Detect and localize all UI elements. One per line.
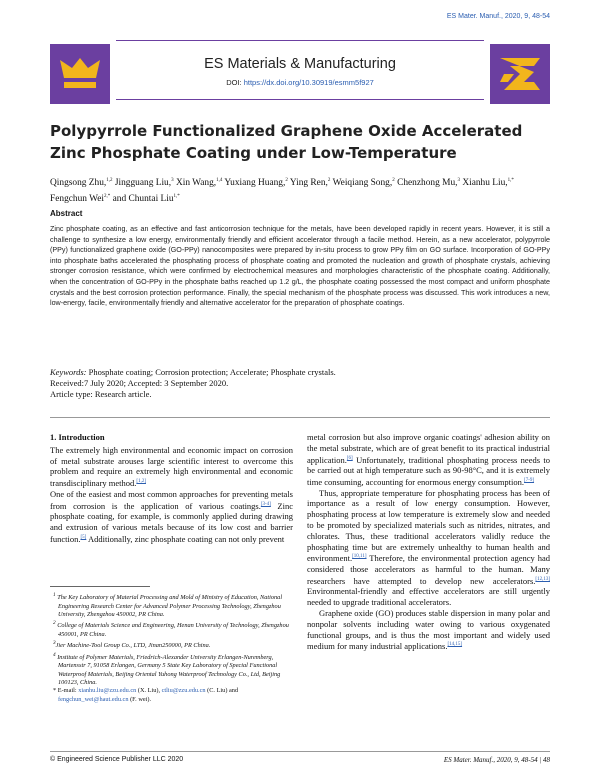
citation-link[interactable]: [14,15] [447,642,463,648]
intro-text: Graphene oxide (GO) produces stable dispersion in many polar and nonpolar solvents including water owing to various oxygenated functional groups, and is thus the most important and widely used medium for many industrial applications. [307,608,550,652]
introduction-heading: 1. Introduction [50,432,105,442]
intro-text: Additionally, zinc phosphate coating can not only prevent [86,533,285,544]
top-citation: ES Mater. Manuf., 2020, 9, 48-54 [446,13,550,20]
intro-paragraph-3 [307,432,550,488]
citation-link[interactable]: [1,2] [136,479,146,485]
author: Yuxiang Huang, [224,178,286,189]
journal-logo-left [50,44,110,104]
author: Ying Ren, [289,178,328,189]
right-column [307,432,550,652]
author: Weiqiang Song, [332,178,393,189]
email-link[interactable]: fengchun_wei@haut.edu.cn [58,695,129,703]
author: Xin Wang, [175,178,217,189]
intro-paragraph-2 [50,489,293,545]
author: Fengchun Wei [50,194,105,205]
article-meta [50,367,550,400]
footnote-mark: 2 [53,620,56,627]
author-affiliation: 2,* [104,194,111,200]
author: Xianhu Liu, [462,178,508,189]
citation-link[interactable]: [12,13] [535,576,550,582]
section-divider [50,417,550,418]
footnote-mark: 1 [53,592,56,598]
affiliation-footnotes [50,591,293,704]
footnote-rule [50,586,150,587]
footer-copyright: © Engineered Science Publisher LLC 2020 [50,756,184,763]
doi-line [116,78,484,87]
author-list [50,174,560,206]
intro-paragraph-5 [307,608,550,652]
author: Jingguang Liu, [114,178,172,189]
author-affiliation: 3 [457,178,460,183]
author-affiliation: 2 [392,178,395,183]
intro-text: Zinc phosphate coating, for example, is commonly applied during drawing and extrusion of various metals because of its low cost and barrier function. [50,500,294,544]
footnote-text: The Key Laboratory of Material Processing and Mold of Ministry of Education, National Engineering Research Center for Advanced Polymer Processing Technology, Zhengzhou University, Zhengzhou 450002, PR China. [55,594,283,618]
journal-logo-right [490,44,550,104]
left-column [50,432,293,544]
intro-text: metal corrosion but also improve organic coatings' adhesion ability on the metal substrate, which are of great benefit to its practical industrial application. [307,432,550,465]
author-affiliation: 2 [285,178,288,183]
footnote-mark: 4 [53,651,56,658]
footer-citation: ES Mater. Manuf., 2020, 9, 48-54 | 48 [443,756,550,764]
doi-label: DOI: [226,78,244,87]
email-label: * E-mail: [53,687,79,695]
author: and Chuntai Liu [112,194,174,205]
intro-text: The extremely high environmental and economic impact on corrosion of metal substrate arouses large scientific interest to overcome this problem and require an extremely high environmental and economic transdisciplinary method. [50,444,293,489]
keywords-line [50,367,550,378]
journal-title-block [116,40,484,100]
article-type: Article type: Research article. [50,389,152,399]
intro-text: Unfortunately, traditional phosphating process needs to be carried out at high temperature such as 90-98°C, and it is extremely time consuming, accounting for enormous energy consumption. [307,454,550,487]
author-affiliation: 1,4 [216,178,223,183]
footnote-3 [50,639,293,651]
email-link[interactable]: xianhu.liu@zzu.edu.cn [78,687,137,695]
journal-name: ES Materials & Manufacturing [204,56,396,72]
footnote-2 [50,619,293,639]
intro-text: One of the easiest and most common approaches for preventing metals from corrosion is the application of various coatings. [50,488,293,511]
keywords: Phosphate coating; Corrosion protection; Accelerate; Phosphate crystals. [86,367,336,377]
email-link[interactable]: ctliu@zzu.edu.cn [161,687,206,695]
abstract-text: Zinc phosphate coating, as an effective and fast anticorrosion technique for the metals, have been developed rapidly in recent years. However, it is still a challenge to synthesize a low energy, environmentally friendly and efficient accelerator through a facile method. Herein, as a new accelerator, polypyrrole (PPy) functionalized graphene oxide (GO-PPy) nanocomposites were prepared by in-situ process to grow PPy film on GO surface. Incorporation of GO-PPy into phosphate baths accelerated the phosphating process of phosphate coating and promoted the nucleation and growth of phosphate crystals, achieving stronger corrosion resistance, which were confirmed by electrochemical measures and morphologies characteristic of the phosphate coating. Additionally, when the concentration of GO-PPy in the phosphate baths reached up 1.2 g/L, the phosphate coating possessed the most compact and uniform phosphate crystals and the best corrosion protection performance. Finally, the special mechanism of the phosphate process was discussed. This work introduces a new, low-energy, facile, environmentally friendly and alternative accelerator for the preparation of phosphate coatings. [50,225,550,308]
email-owner: (C. Liu) and [205,687,239,695]
citation-link[interactable]: [10,11] [352,554,367,560]
intro-text: Therefore, the environmental protection agency had considered those accelerators as harmful to the human. Many researchers have attempted to develop new accelerators. [307,553,550,586]
citation-link[interactable]: [5] [80,534,87,540]
footnote-text: College of Materials Science and Engineering, Henan University of Technology, Zhengzhou 450001, PR China. [55,622,289,638]
citation-link[interactable]: [6] [346,455,353,461]
footnote-4 [50,651,293,688]
intro-paragraph-4 [307,488,550,608]
article-title: Polypyrrole Functionalized Graphene Oxide Accelerated Zinc Phosphate Coating under Low-Temperature [50,122,523,162]
abstract-heading: Abstract [50,209,83,218]
footnote-text: Institute of Polymer Materials, Friedrich-Alexander University Erlangen-Nuremberg, Martensstr 7, 91058 Erlangen, Germany 5 State Key Laboratory of Special Functional Waterproof Materials, Beijing Oriental Yuhong Waterproof Technology Co., Ltd, Beijing 100123, China. [55,653,281,687]
email-footnote [50,687,293,704]
footnote-mark: 3 [53,640,56,647]
author-affiliation: 3 [171,178,174,183]
doi-link[interactable]: https://dx.doi.org/10.30919/esmm5f927 [243,78,374,87]
author: Chenzhong Mu, [397,178,458,189]
keywords-label: Keywords: [50,367,87,377]
footnote-text: Jier Machine-Tool Group Co., LTD, Jinan250000, PR China. [55,642,211,650]
citation-link[interactable]: [7-9] [524,478,535,484]
author-affiliation: 2 [327,178,331,183]
author-affiliation: 1,2 [106,178,113,183]
footer-rule [50,751,550,752]
author-affiliation: 1,* [507,178,514,183]
email-owner: (F. wei). [128,695,152,703]
journal-header [50,40,550,105]
citation-link[interactable]: [3-4] [260,501,271,507]
intro-text: Environmental-friendly and effective accelerators are still urgently needed to upgrade traditional accelerators. [307,586,550,608]
intro-text: Thus, appropriate temperature for phosphating process has been of importance as a result of low energy consumption. However, phosphating process at low temperature is extremely slow and needed to be promoted by specialized materials such as nitrides, nitrates, and chlorates. Thus, these traditional accelerators validly reduce the phosphating time but are extremely unhealthy to human health and environment. [307,487,550,564]
author: Qingsong Zhu, [50,178,107,189]
footnote-1 [50,591,293,619]
author-affiliation: 1,* [173,194,180,200]
received-accepted: Received:7 July 2020; Accepted: 3 September 2020. [50,378,229,388]
intro-paragraph-1 [50,445,293,489]
email-owner: (X. Liu), [136,687,162,695]
